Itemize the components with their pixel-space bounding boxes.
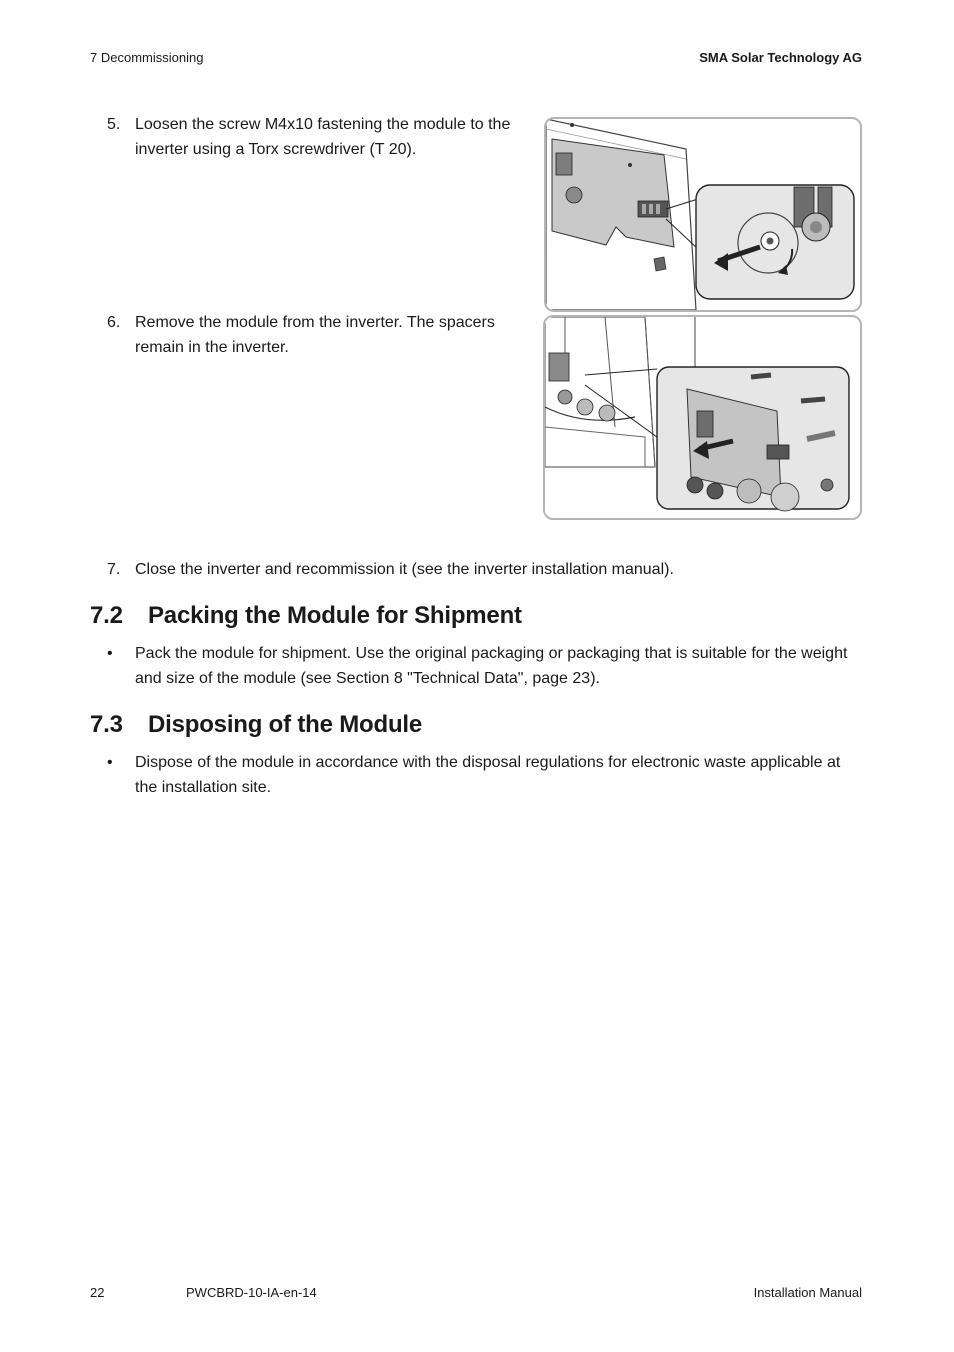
bullet-text: Pack the module for shipment. Use the original packaging or packaging that is suitable for the weight and size of the module (see Section 8 "Technical Data", page 23). (135, 645, 848, 687)
section-number: 7.3 (90, 711, 123, 738)
bullet-text: Dispose of the module in accordance with the disposal regulations for electronic waste applicable at the installation site. (135, 754, 841, 796)
illustration-loosen-screw (546, 119, 860, 310)
section-title: Packing the Module for Shipment (148, 602, 522, 629)
document-id: PWCBRD-10-IA-en-14 (186, 1285, 317, 1300)
step-text: Close the inverter and recommission it (see the inverter installation manual). (135, 561, 674, 578)
figure-remove-module (543, 315, 862, 520)
section-title: Disposing of the Module (148, 711, 423, 738)
step-text: Remove the module from the inverter. The spacers remain in the inverter. (135, 314, 495, 356)
step-number: 6. (107, 314, 121, 331)
running-header-company: SMA Solar Technology AG (699, 50, 862, 65)
running-header-section: 7 Decommissioning (90, 50, 204, 65)
illustration-remove-module (545, 317, 860, 518)
figure-loosen-screw (544, 117, 862, 312)
step-number: 5. (107, 116, 121, 133)
section-heading-7-2 (90, 602, 522, 630)
section-heading-7-3 (90, 711, 422, 739)
bullet-symbol: • (107, 645, 113, 662)
section-number: 7.2 (90, 602, 123, 629)
step-text: Loosen the screw M4x10 fastening the module to the inverter using a Torx screwdriver (T 20). (135, 116, 511, 158)
bullet-symbol: • (107, 754, 113, 771)
document-type: Installation Manual (753, 1285, 862, 1300)
page-number: 22 (90, 1285, 105, 1300)
step-number: 7. (107, 561, 121, 578)
